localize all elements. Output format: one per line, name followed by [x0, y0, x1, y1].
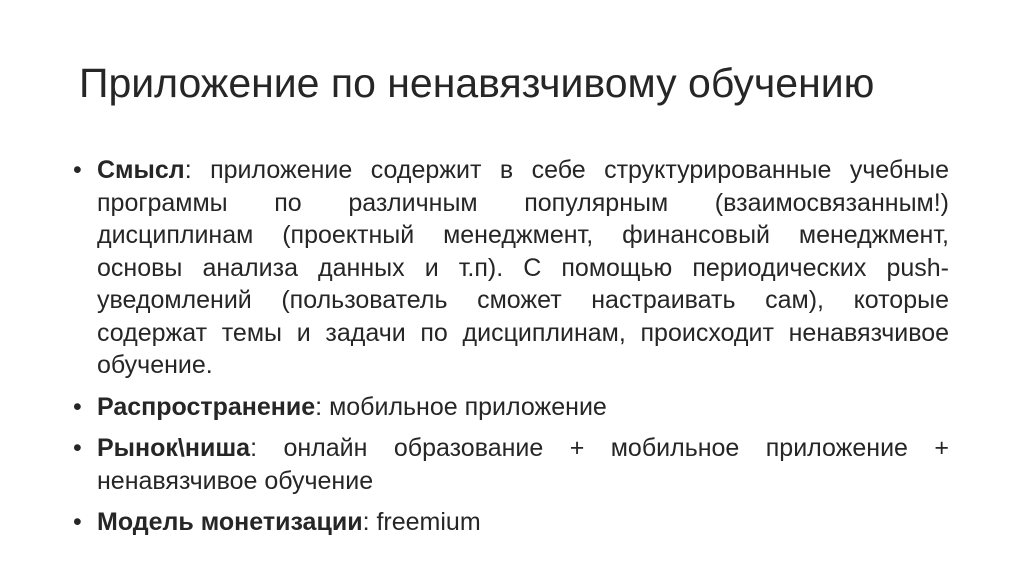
bullet-term: Распространение: [97, 392, 316, 421]
bullet-marker: •: [73, 392, 82, 421]
bullet-term: Модель монетизации: [97, 508, 363, 536]
bullet-marker: •: [73, 508, 82, 536]
bullet-item-distribution: [73, 391, 949, 424]
bullet-item-monetization: [73, 506, 949, 539]
bullet-text: : приложение содержит в себе структурированные учебные программы по различным популярным (взаимосвязанным!) дисциплинам (проектный менеджмент, финансовый менеджмент, основы анализа данных и т.п). С помощью периодических push-уведомлений (пользователь сможет настраивать сам), которые содержат темы и задачи по дисциплинам, происходит ненавязчивое обучение.: [97, 156, 949, 379]
bullet-item-meaning: [73, 154, 949, 382]
bullet-term: Смысл: [97, 156, 185, 184]
bullet-text: : мобильное приложение: [315, 392, 607, 421]
bullet-item-market: [73, 432, 949, 497]
bullet-text: : онлайн образование + мобильное приложение + ненавязчивое обучение: [97, 434, 949, 495]
slide-title: Приложение по ненавязчивому обучению: [79, 60, 875, 106]
bullet-marker: •: [73, 156, 82, 184]
bullet-marker: •: [73, 434, 82, 462]
bullet-text: : freemium: [362, 508, 481, 536]
bullet-list: [73, 154, 949, 539]
bullet-term: Рынок\ниша: [97, 434, 251, 462]
